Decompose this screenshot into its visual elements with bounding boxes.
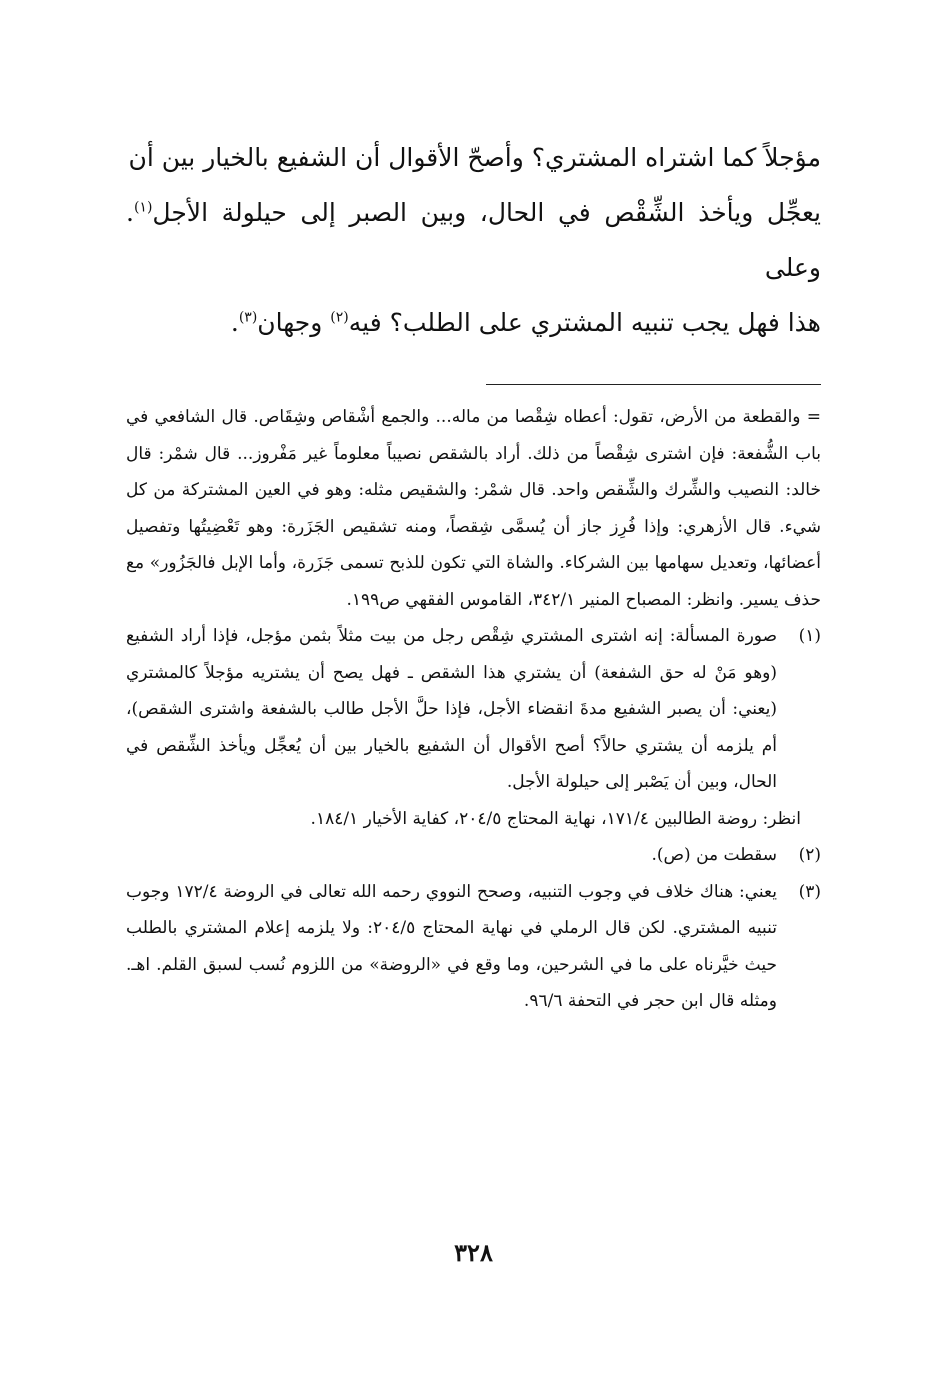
footnote-3	[126, 874, 821, 1020]
footnote-text: صورة المسألة: إنه اشترى المشتري شِقْص رجل من بيت مثلاً بثمن مؤجل، فإذا أراد الشفيع (وهو مَنْ له حق الشفعة) أن يشتري هذا الشقص ـ فهل يصح أن يشتريه مؤجلاً كالمشتري (يعني: أن يصبر الشفيع مدةَ انقضاء الأجل، فإذا حلَّ الأجل طالب بالشفعة واشترى الشقص)، أم يلزمه أن يشتري حالاً؟ أصح الأقوال أن الشفيع بالخيار بين أن يُعجِّل ويأخذ الشِّقص في الحال، وبين أن يَصْبر إلى حيلولة الأجل.	[126, 626, 777, 792]
main-line-3-mid: وجهان	[257, 308, 331, 337]
main-line-3-end: .	[230, 308, 239, 337]
main-line-1: مؤجلاً كما اشتراه المشتري؟ وأصحّ الأقوال أن الشفيع بالخيار بين أن	[128, 143, 821, 172]
main-line-2-end: . وعلى	[126, 198, 821, 282]
footnote-divider	[486, 384, 821, 385]
footnote-text: سقطت من (ص).	[651, 845, 777, 865]
page-number: ٣٢٨	[454, 1238, 493, 1267]
footnote-1-references	[126, 801, 821, 838]
main-line-3: هذا فهل يجب تنبيه المشتري على الطلب؟ فيه	[348, 308, 821, 337]
footnote-ref-3[interactable]: (٣)	[238, 309, 258, 326]
footnote-number: (٢)	[798, 845, 821, 865]
main-paragraph	[126, 130, 821, 350]
footnote-number: (٣)	[798, 881, 821, 902]
page-body	[0, 130, 947, 1020]
footnote-text: يعني: هناك خلاف في وجوب التنبيه، وصحح النووي رحمه الله تعالى في الروضة ١٧٢/٤ وجوب تنبيه المشتري. لكن قال الرملي في نهاية المحتاج ٢٠٤/٥: ولا يلزمه إعلام المشتري بالطلب حيث خيَّرناه على ما في الشرحين، وما وقع في «الروضة» من اللزوم نُسب لسبق القلم. اهـ. ومثله قال ابن حجر في التحفة ٩٦/٦.	[126, 881, 778, 1011]
main-line-2: يعجِّل ويأخذ الشِّقْص في الحال، وبين الصبر إلى حيلولة الأجل	[152, 198, 821, 227]
footnote-continuation: = والقطعة من الأرض، تقول: أعطاه شِقْصا من ماله... والجمع أشْقاص وشِقَاص. قال الشافعي في باب الشُّفعة: فإن اشترى شِقْصاً من ذلك. أراد بالشقص نصيباً معلوماً غير مَفْروز... قال شمْر: قال خالد: النصيب والشِّرك والشِّقص واحد. قال شمْر: والشقيص مثله: وهو في العين المشتركة من كل شيء. قال الأزهري: وإذا فُرِز جاز أن يُسمَّى شِقصاً، ومنه تشقيص الجَزَرة: وهو تَعْضِيتُها وتفصيل أعضائها، وتعديل سهامها بين الشركاء. والشاة التي تكون للذبح تسمى جَزَرة، وأما الإبل فالجَزُور» مع حذف يسير. وانظر: المصباح المنير ٣٤٢/١، القاموس الفقهي ص١٩٩.	[126, 407, 821, 610]
footnote-ref-2[interactable]: (٢)	[330, 309, 349, 326]
footnote-text: انظر: روضة الطالبين ١٧١/٤، نهاية المحتاج ٢٠٤/٥، كفاية الأخيار ١٨٤/١.	[310, 808, 801, 829]
footnote-2	[126, 837, 821, 874]
footnote-ref-1[interactable]: (١)	[133, 199, 153, 216]
footnote-number: (١)	[798, 626, 821, 646]
footnotes-section	[126, 399, 821, 1020]
footnote-1	[126, 618, 821, 801]
